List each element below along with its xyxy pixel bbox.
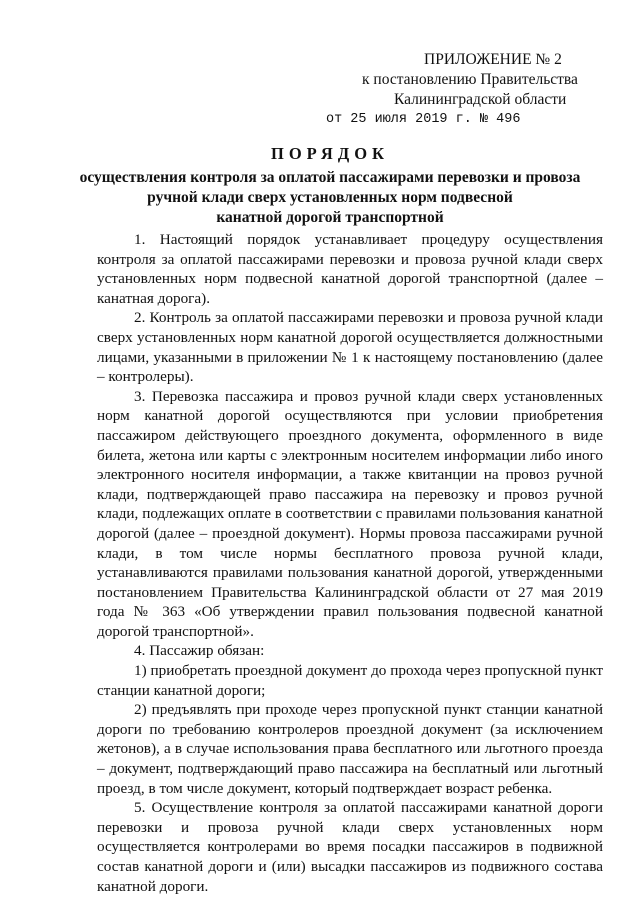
appendix-date-number: от 25 июля 2019 г. № 496 — [326, 112, 521, 127]
paragraph-3: 3. Перевозка пассажира и провоз ручной клади сверх установленных норм канатной дорогой осуществляются при условии приобретения пассажиром действующего проездного документа, оформленного в виде билета, жетона или карты с электронным носителем информации либо иного электронного носителя информации, а также квитанции на провоз ручной клади, подтверждающей право пассажира на перевозку и провоз ручной клади, подлежащих оплате в соответствии с правилами пользования канатной дорогой (далее – проездной документ). Нормы провоза пассажирами ручной клади, в том числе нормы бесплатного провоза ручной клади, устанавливаются правилами пользования канатной дорогой, утвержденными постановлением Правительства Калининградской области от 27 мая 2019 года № 363 «Об утверждении правил пользования подвесной канатной дорогой транспортной». — [97, 387, 603, 640]
subtitle-line: осуществления контроля за оплатой пассажирами перевозки и провоза — [79, 169, 581, 186]
paragraph-4: 4. Пассажир обязан: — [134, 642, 265, 660]
document-title: ПОРЯДОК — [271, 144, 389, 163]
appendix-reference: к постановлению Правительства — [362, 71, 578, 88]
paragraph-1: 1. Настоящий порядок устанавливает процедуру осуществления контроля за оплатой пассажирами перевозки и провоза ручной клади сверх установленных норм подвесной канатной дорогой транспортной (далее – канатная дорога). — [97, 231, 603, 307]
paragraph-4-item-2: 2) предъявлять при проходе через пропускной пункт станции канатной дороги по требованию контролеров проездной документ (за исключением жетонов), а в случае использования права бесплатного или льготного проезда – документ, подтверждающий право пассажира на бесплатный или льготный проезд, в том числе документ, который подтверждает возраст ребенка. — [97, 701, 603, 797]
document-subtitle — [60, 168, 600, 228]
subtitle-line: канатной дорогой транспортной — [216, 209, 444, 226]
subtitle-line: ручной клади сверх установленных норм подвесной — [147, 189, 513, 206]
document-body — [97, 230, 603, 896]
paragraph-5: 5. Осуществление контроля за оплатой пассажирами канатной дороги перевозки и провоза ручной клади сверх установленных норм осуществляется контролерами во время посадки пассажиров в подвижной состав канатной дороги и (или) высадки пассажиров из подвижного состава канатной дороги. — [97, 799, 603, 895]
paragraph-2: 2. Контроль за оплатой пассажирами перевозки и провоза ручной клади сверх установленных норм канатной дорогой осуществляется должностными лицами, указанными в приложении № 1 к настоящему постановлению (далее – контролеры). — [97, 309, 603, 386]
appendix-region: Калининградской области — [394, 91, 567, 108]
appendix-number: ПРИЛОЖЕНИЕ № 2 — [424, 51, 562, 68]
paragraph-4-item-1: 1) приобретать проездной документ до прохода через пропускной пункт станции канатной дороги; — [97, 662, 603, 699]
document-title-block — [60, 144, 600, 228]
appendix-header — [326, 50, 602, 130]
